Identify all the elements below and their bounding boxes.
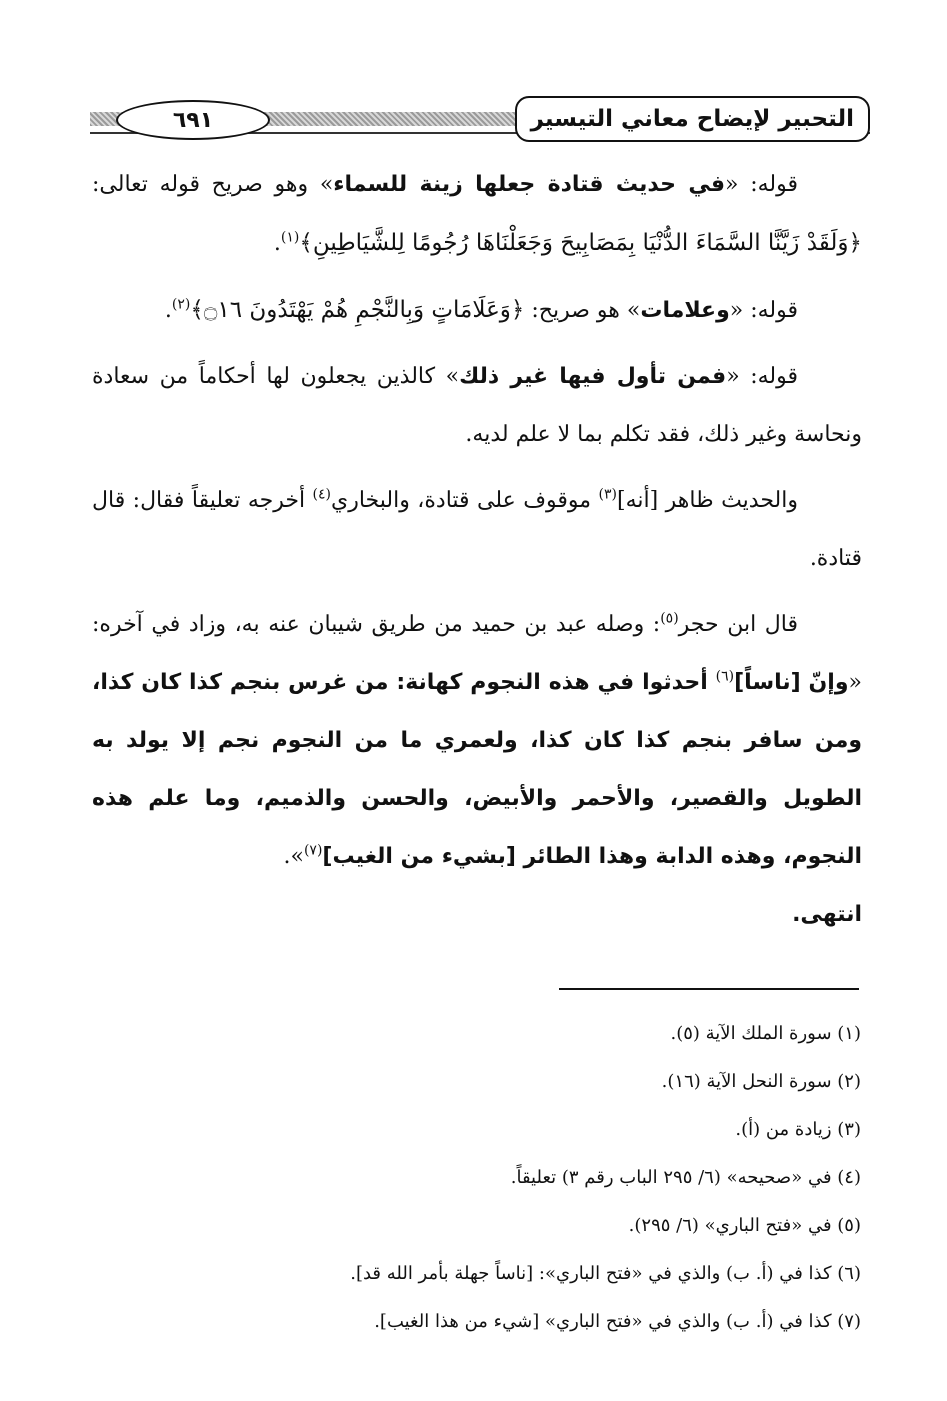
footnote-ref-6[interactable]: (٦) (715, 668, 735, 685)
p1-end: . (273, 231, 281, 256)
p5-text-b: : وصله عبد بن حميد من طريق شيبان عنه به، وزاد في آخره: « (92, 612, 862, 695)
footnote-4: (٤) في «صحيحه» (٦/ ٢٩٥ الباب رقم ٣) تعليقاً. (510, 1167, 861, 1188)
p2-text: » هو صريح: (524, 298, 641, 323)
p2-lead: قوله: « (729, 298, 798, 323)
page-number: ٦٩١ (116, 100, 270, 140)
page-header (90, 92, 870, 150)
p5-quote-start: وإنّ [ناساً] (734, 670, 849, 695)
footnote-1: (١) سورة الملك الآية (٥). (670, 1023, 861, 1044)
p4-text-c: أخرجه تعليقاً فقال: قال قتادة. (92, 488, 862, 571)
paragraph-4 (92, 472, 862, 588)
paragraph-2 (92, 281, 862, 340)
p5-end-word: انتهى. (792, 902, 862, 927)
footnote-7: (٧) كذا في (أ. ب) والذي في «فتح الباري» [شيء من هذا الغيب]. (374, 1311, 861, 1332)
footnote-separator (559, 988, 859, 990)
p3-lead: قوله: « (726, 364, 799, 389)
p1-text: » وهو صريح قوله تعالى: (92, 172, 334, 197)
p3-text: » كالذين يجعلون لها أحكاماً من سعادة ونحاسة وغير ذلك، فقد تكلم بما لا علم لديه. (92, 364, 862, 447)
footnote-6: (٦) كذا في (أ. ب) والذي في «فتح الباري»: [ناساً جهلة بأمر الله قد]. (350, 1263, 861, 1284)
p5-quote: أحدثوا في هذه النجوم كهانة: من غرس بنجم كذا كان كذا، ومن سافر بنجم كذا كان كذا، ولعمري ما من النجوم نجم إلا يولد به الطويل والقصير، والأحمر والأبيض، والحسن والذميم، وما علم هذه النجوم، وهذه الدابة وهذا الطائر [بشيء من الغيب] (92, 670, 862, 869)
footnote-3: (٣) زيادة من (أ). (735, 1119, 861, 1140)
footnote-5: (٥) في «فتح الباري» (٦/ ٢٩٥). (628, 1215, 861, 1236)
p1-lead: قوله: « (725, 172, 798, 197)
footnote-ref-4[interactable]: (٤) (312, 486, 331, 503)
footnotes-list (81, 1010, 861, 1346)
p4-text-b: موقوف على قتادة، والبخاري (331, 488, 599, 513)
quran-verse-2: ﴿وَعَلَامَاتٍ وَبِالنَّجْمِ هُمْ يَهْتَدُونَ ۝١٦﴾ (190, 297, 525, 323)
footnote-ref-1[interactable]: (١) (280, 229, 300, 246)
footnote-ref-3[interactable]: (٣) (598, 486, 617, 503)
running-title: التحبير لإيضاح معاني التيسير (515, 96, 870, 142)
p2-quote: وعلامات (640, 298, 730, 323)
footnote-ref-5[interactable]: (٥) (660, 610, 679, 627)
p1-quote: في حديث قتادة جعلها زينة للسماء (333, 172, 726, 197)
p2-end: . (164, 298, 172, 323)
paragraph-5 (92, 596, 862, 944)
main-text (92, 156, 862, 952)
quran-verse-1: ﴿وَلَقَدْ زَيَّنَّا السَّمَاءَ الدُّنْيَا بِمَصَابِيحَ وَجَعَلْنَاهَا رُجُومًا لِلشَّيَاطِينِ﴾ (299, 230, 862, 256)
paragraph-3 (92, 348, 862, 464)
p3-quote: فمن تأول فيها غير ذلك (459, 364, 727, 389)
footnote-2: (٢) سورة النحل الآية (١٦). (661, 1071, 861, 1092)
p5-text-a: قال ابن حجر (678, 612, 798, 637)
p4-text-a: والحديث ظاهر [أنه] (617, 488, 798, 513)
p5-close: ». (283, 844, 304, 869)
paragraph-1 (92, 156, 862, 273)
footnote-ref-2[interactable]: (٢) (171, 296, 191, 313)
footnote-ref-7[interactable]: (٧) (303, 842, 323, 859)
